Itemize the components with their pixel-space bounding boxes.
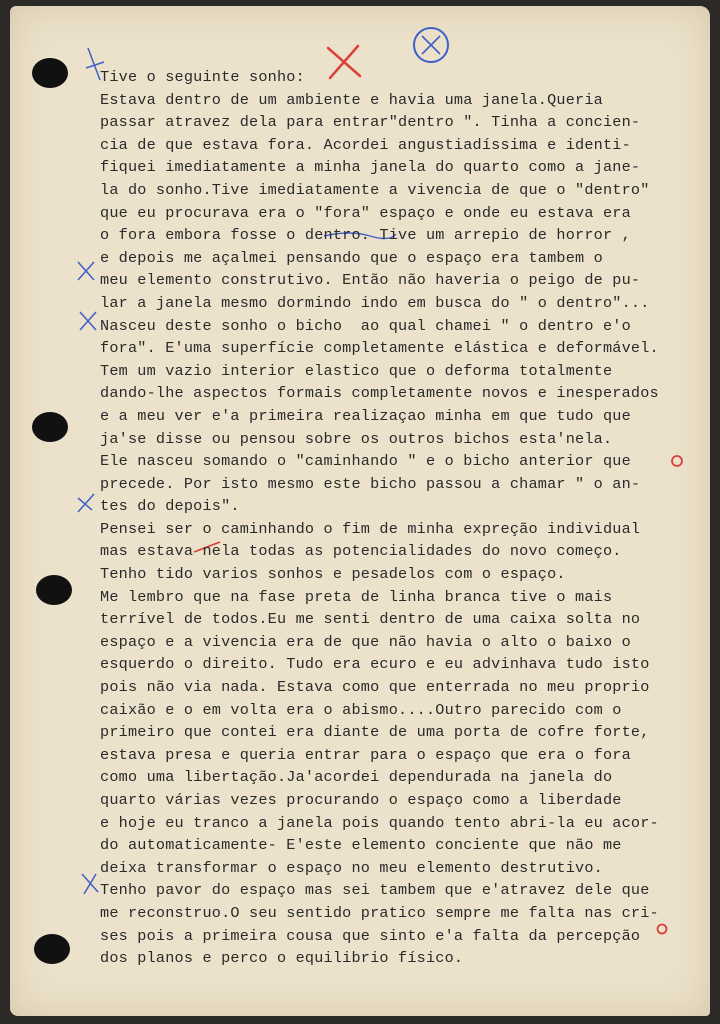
text-line: como uma libertação.Ja'acordei dependurada na janela do <box>100 768 613 787</box>
text-line: ja'se disse ou pensou sobre os outros bichos esta'nela. <box>100 429 613 448</box>
text-line: precede. Por isto mesmo este bicho passou a chamar " o an- <box>100 474 641 493</box>
text-line: e hoje eu tranco a janela pois quando tento abri-la eu acor- <box>100 813 659 832</box>
text-line: fora". E'uma superfície completamente elástica e deformável. <box>100 339 659 358</box>
text-line: Tem um vazio interior elastico que o deforma totalmente <box>100 361 613 380</box>
text-line: Pensei ser o caminhando o fim de minha expreção individual <box>100 519 641 538</box>
text-line: tes do depois". <box>100 497 240 516</box>
text-line: dos planos e perco o equilibrio físico. <box>100 949 464 968</box>
blue-tick-mark <box>74 490 98 516</box>
text-line: Me lembro que na fase preta de linha branca tive o mais <box>100 587 613 606</box>
text-line: que eu procurava era o "fora" espaço e onde eu estava era <box>100 203 631 222</box>
text-line: mas estava nela todas as potencialidades do novo começo. <box>100 542 622 561</box>
blue-tick-mark <box>74 258 98 284</box>
circled-x-mark <box>410 24 452 66</box>
text-line: espaço e a vivencia era de que não havia o alto o baixo o <box>100 632 631 651</box>
text-line: Tenho tido varios sonhos e pesadelos com o espaço. <box>100 565 566 584</box>
text-line: o fora embora fosse o dentro. Tive um arrepio de horror , <box>100 226 631 245</box>
text-line: Estava dentro de um ambiente e havia uma janela.Queria <box>100 90 603 109</box>
text-line: Tive o seguinte sonho: <box>100 68 305 86</box>
punch-hole <box>34 934 70 964</box>
text-line: quarto várias vezes procurando o espaço como a liberdade <box>100 791 622 809</box>
text-line: Tenho pavor do espaço mas sei tambem que e'atravez dele que <box>100 881 650 900</box>
text-line: la do sonho.Tive imediatamente a vivencia de que o "dentro" <box>100 180 650 199</box>
text-line: dando-lhe aspectos formais completamente novos e inesperados <box>100 384 659 403</box>
text-line: lar a janela mesmo dormindo indo em busca do " o dentro"... <box>100 293 650 312</box>
text-line: caixão e o em volta era o abismo....Outro parecido com o <box>100 700 622 719</box>
text-line: cia de que estava fora. Acordei angustiadíssima e identi- <box>100 135 631 154</box>
text-line: do automaticamente- E'este elemento conciente que não me <box>100 836 622 855</box>
text-line: Ele nasceu somando o "caminhando " e o bicho anterior que <box>100 452 631 471</box>
blue-tick-mark <box>76 308 100 334</box>
text-line: esquerdo o direito. Tudo era ecuro e eu advinhava tudo isto <box>100 655 650 674</box>
text-line: e a meu ver e'a primeira realizaçao minha em que tudo que <box>100 406 631 425</box>
text-line: me reconstruo.O seu sentido pratico sempre me falta nas cri- <box>100 903 659 922</box>
text-line: ses pois a primeira cousa que sinto e'a falta da percepção <box>100 926 641 945</box>
text-line: primeiro que contei era diante de uma porta de cofre forte, <box>100 723 650 742</box>
punch-hole <box>32 58 68 88</box>
text-line: estava presa e queria entrar para o espaço que era o fora <box>100 745 631 764</box>
text-line: Nasceu deste sonho o bicho ao qual chamei " o dentro e'o <box>100 316 631 335</box>
punch-hole <box>36 575 72 605</box>
text-line: meu elemento construtivo. Então não haveria o peigo de pu- <box>100 271 641 290</box>
text-line: deixa transformar o espaço no meu elemento destrutivo. <box>100 858 603 877</box>
text-line: terrível de todos.Eu me senti dentro de uma caixa solta no <box>100 610 641 629</box>
text-line: fiquei imediatamente a minha janela do quarto como a jane- <box>100 158 641 177</box>
punch-hole <box>32 412 68 442</box>
text-line: e depois me açalmei pensando que o espaço era tambem o <box>100 248 603 267</box>
text-line: passar atravez dela para entrar"dentro ". Tinha a concien- <box>100 113 641 132</box>
blue-tick-mark <box>78 870 102 896</box>
text-line: pois não via nada. Estava como que enterrada no meu proprio <box>100 678 650 697</box>
typed-text-body <box>100 66 690 970</box>
